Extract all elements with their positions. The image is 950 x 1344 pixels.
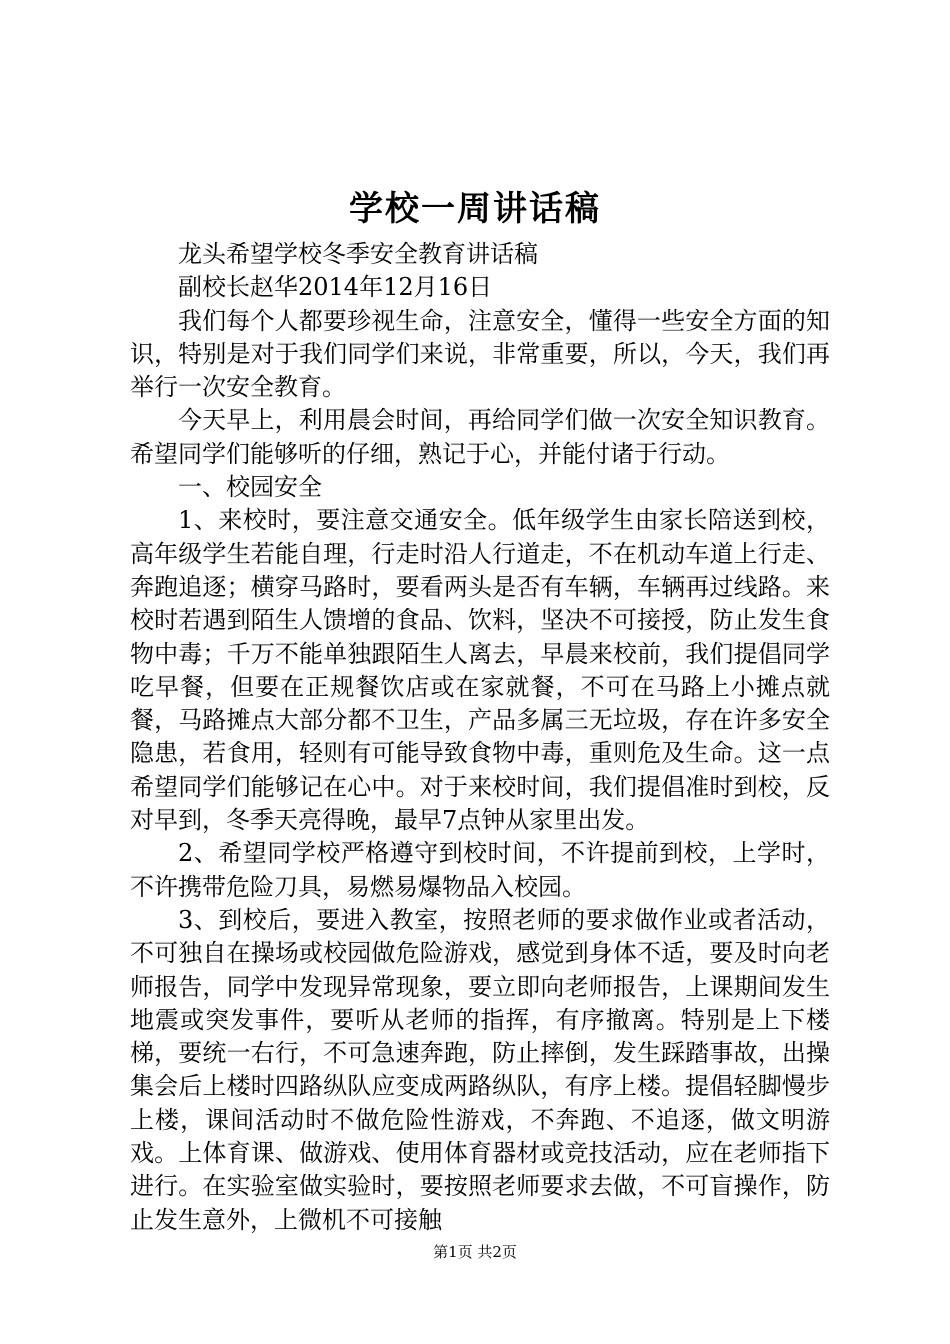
subtitle-line: 龙头希望学校冬季安全教育讲话稿: [178, 240, 538, 268]
body-paragraph: 我们每个人都要珍视生命，注意安全，懂得一些安全方面的知识，特别是对于我们同学们来说，非常重要，所以，今天，我们再举行一次安全教育。: [130, 306, 830, 402]
body-paragraph: 3、到校后，要进入教室，按照老师的要求做作业或者活动，不可独自在操场或校园做危险游戏，感觉到身体不适，要及时向老师报告，同学中发现异常现象，要立即向老师报告，上课期间发生地震或突发事件，要听从老师的指挥，有序撤离。特别是上下楼梯，要统一右行，不可急速奔跑，防止摔倒，发生踩踏事故，出操集会后上楼时四路纵队应变成两路纵队，有序上楼。提倡轻脚慢步上楼，课间活动时不做危险性游戏，不奔跑、不追逐，做文明游戏。上体育课、做游戏、使用体育器材或竞技活动，应在老师指下进行。在实验室做实验时，要按照老师要求去做，不可盲操作，防止发生意外，上微机不可接触: [130, 905, 830, 1234]
body-paragraph: 2、希望同学校严格遵守到校时间，不许提前到校，上学时，不许携带危险刀具，易燃易爆物品入校园。: [130, 839, 830, 901]
body-paragraph: 1、来校时，要注意交通安全。低年级学生由家长陪送到校，高年级学生若能自理，行走时沿人行道走，不在机动车道上行走、奔跑追逐；横穿马路时，要看两头是否有车辆，车辆再过线路。来校时若遇到陌生人馈增的食品、饮料，坚决不可接授，防止发生食物中毒；千万不能单独跟陌生人离去，早晨来校前，我们提倡同学吃早餐，但要在正规餐饮店或在家就餐，不可在马路上小摊点就餐，马路摊点大部分都不卫生，产品多属三无垃圾，存在许多安全隐患，若食用，轻则有可能导致食物中毒，重则危及生命。这一点希望同学们能够记在心中。对于来校时间，我们提倡准时到校，反对早到，冬季天亮得晚，最早7点钟从家里出发。: [130, 506, 830, 835]
document-body: [130, 238, 830, 1237]
section-heading: 一、校园安全: [178, 473, 322, 502]
body-paragraph: 今天早上，利用晨会时间，再给同学们做一次安全知识教育。希望同学们能够听的仔细，熟记于心，并能付诸于行动。: [130, 406, 830, 468]
author-date-line: 副校长赵华2014年12月16日: [178, 273, 493, 302]
document-title: 学校一周讲话稿: [349, 189, 601, 229]
page-number-footer: 第1页 共2页: [433, 1243, 517, 1261]
